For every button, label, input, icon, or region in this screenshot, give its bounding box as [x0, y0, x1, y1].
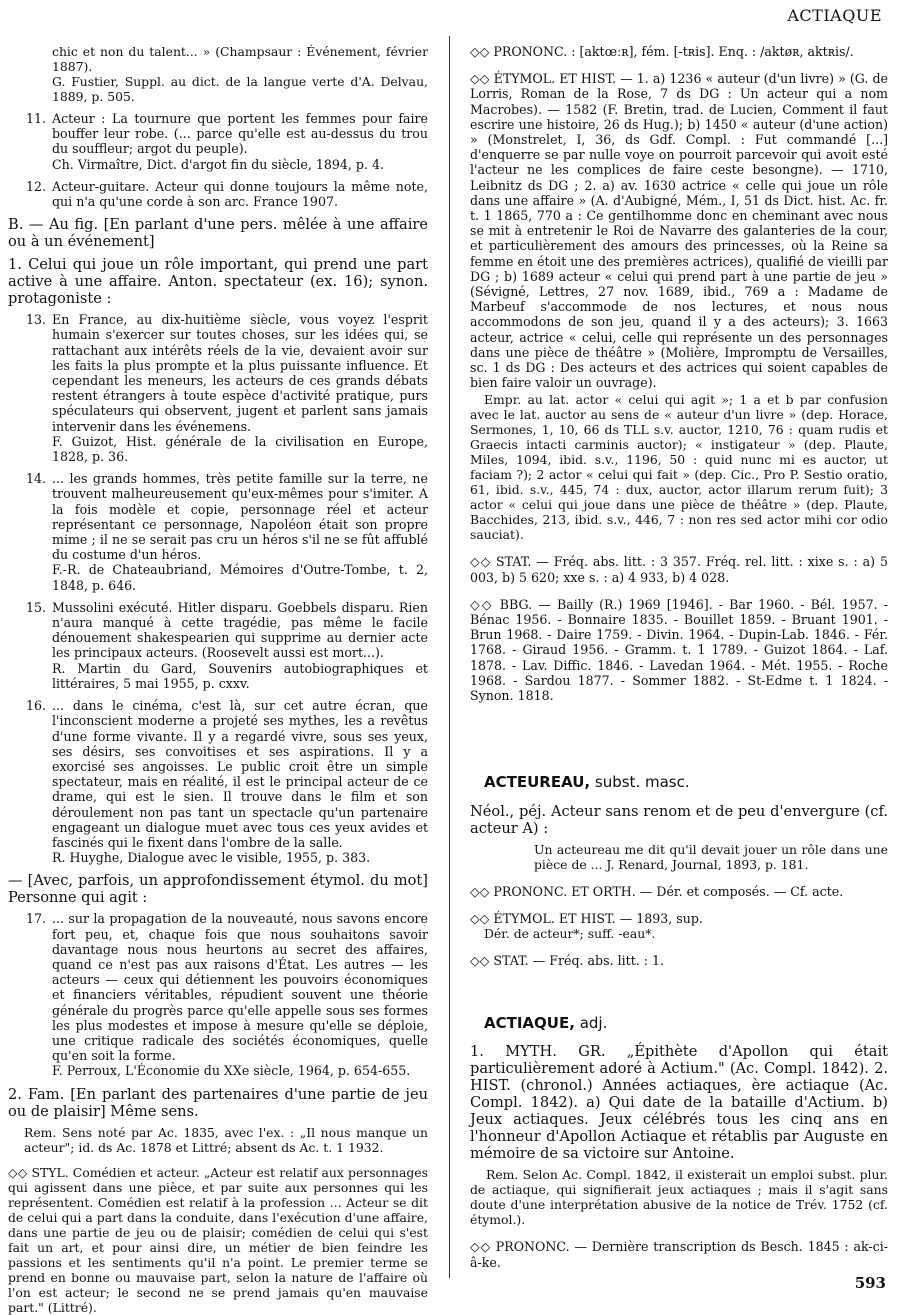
example-source: F. Guizot, Hist. générale de la civilisation en Europe, 1828, p. 36. [52, 433, 428, 465]
example-number: 13. [25, 312, 46, 328]
acteureau-statistics: ◇◇ STAT. — Fréq. abs. litt. : 1. [470, 952, 665, 968]
part-of-speech: subst. masc. [590, 773, 690, 792]
example-text: Acteur-guitare. Acteur qui donne toujours la même note, qui n'a qu'une corde à son arc. France 1907. [52, 178, 428, 210]
example-14 [8, 471, 428, 593]
example-16 [8, 698, 428, 865]
example-source: Ch. Virmaître, Dict. d'argot fin du siècle, 1894, p. 4. [52, 156, 385, 172]
example-source: F. Perroux, L'Économie du XXe siècle, 1964, p. 654-655. [52, 1063, 411, 1079]
bibliography: ◇◇ BBG. — Bailly (R.) 1969 [1946]. - Bar 1960. - Bél. 1957. - Bénac 1956. - Bonnaire 1835. - Bouillet 1859. - Bruant 1901. - Brun 1968. - Daire 1759. - Divin. 1964. - Dupin-Lab. 1846. - Fér. 1768. - Giraud 1956. - Gramm. t. 1 1789. - Guizot 1864. - Laf. 1878. - Lav. Diffic. 1846. - Lavedan 1964. - Mét. 1955. - Roche 1968. - Sardou 1877. - Sommer 1882. - St-Edme t. 1 1824. - Synon. 1818. [470, 596, 888, 704]
running-head: ACTIAQUE [787, 6, 882, 25]
example-number: 14. [25, 471, 46, 487]
remark: Rem. Sens noté par Ac. 1835, avec l'ex. : „Il nous manque un acteur"; id. ds Ac. 1878 et Littré; absent ds Ac. t. 1 1932. [24, 1124, 428, 1155]
example-text: Mussolini exécuté. Hitler disparu. Goebbels disparu. Rien n'aura manqué à cette tragédie, pas même le facile dénouement shakespearien qui supprime au dernier acte les principaux acteurs. (Roosevelt aussi est mort...). [52, 599, 428, 661]
statistics: ◇◇ STAT. — Fréq. abs. litt. : 3 357. Fréq. rel. litt. : xixe s. : a) 5 003, b) 5 620; xxe s. : a) 4 933, b) 4 028. [470, 554, 888, 585]
acteureau-pronunciation: ◇◇ PRONONC. ET ORTH. — Dér. et composés. — Cf. acte. [470, 883, 844, 899]
example-text: ... sur la propagation de la nouveauté, nous savons encore fort peu, et, chaque fois que nous souhaitons savoir davantage nous nous heurtons au secret des affaires, quand ce n'est pas aux raisons d'État. Les autres — les acteurs — ceux qui détiennent les pouvoirs économiques et financiers véritables, répudient souvent une théorie générale du progrès parce qu'elle appelle sous ses formes les plus modestes et impose à mesure qu'elle se déploie, une critique radicale des sociétés économiques, quelle qu'en soit la forme. [52, 911, 428, 1064]
etymology-loan: Empr. au lat. actor « celui qui agit »; 1 a et b par confusion avec le lat. auctor au sens de « auteur d'un livre » (dep. Horace, Sermones, 1, 10, 66 ds TLL s.v. auctor, 1210, 76 : quam rudis et Graecis intacti carminis auctor); « instigateur » (dep. Plaute, Miles, 1094, ibid. s.v., 1196, 50 : quid nunc mi es auctor, ut faciam ?); 2 actor « celui qui fait » (dep. Cic., Pro P. Sestio oratio, 61, ibid. s.v., 445, 74 : dux, auctor, actor illarum rerum fuit); 3 actor « celui qui joue dans une pièce de théâtre » (dep. Plaute, Bacchides, 213, ibid. s.v., 446, 7 : non res sed actor mihi cor odio sauciat). [470, 392, 888, 543]
headword: ACTIAQUE, [484, 1014, 575, 1033]
example-number: 16. [25, 698, 46, 714]
acteureau-etymology: ◇◇ ÉTYMOL. ET HIST. — 1893, sup. [470, 910, 703, 926]
acteureau-example: Un acteureau me dit qu'il devait jouer un rôle dans une pièce de ... J. Renard, Journal, 1893, p. 181. [534, 841, 888, 872]
example-source: R. Huyghe, Dialogue avec le visible, 1955, p. 383. [52, 850, 371, 866]
example-number: 15. [25, 599, 46, 615]
example-17 [8, 911, 428, 1078]
actiaque-remark: Rem. Selon Ac. Compl. 1842, il existerait un emploi subst. plur. de actiaque, qui signifierait jeux actiaques ; mais il s'agit sans doute d'une interprétation abusive de la notice de Trév. 1752 (cf. étymol.). [470, 1167, 888, 1228]
example-source: R. Martin du Gard, Souvenirs autobiographiques et littéraires, 5 mai 1955, p. cxxv. [52, 660, 428, 691]
example-15 [8, 600, 428, 691]
actiaque-pronunciation: ◇◇ PRONONC. — Dernière transcription ds Besch. 1845 : ak-ci-â-ke. [470, 1239, 888, 1270]
example-number: 11. [25, 111, 46, 126]
example-13 [8, 312, 428, 464]
acteureau-definition: Néol., péj. Acteur sans renom et de peu d'envergure (cf. acteur A) : [470, 802, 888, 837]
stylistic-note: ◇◇ STYL. Comédien et acteur. „Acteur est relatif aux personnages qui agissent dans une pièce, et par suite aux personnes qui les représentent. Comédien est relatif à la profession ... Acteur se dit de celui qui a part dans la conduite, dans l'exécution d'une affaire, dans une partie de jeu ou de plaisir; comédien de celui qui s'est fait un art, et pour ainsi dire, un métier de bien feindre les passions et les sentiments qu'il n'a point. Le premier terme se prend en bonne ou mauvaise part, selon la nature de l'affaire où l'on est acteur; le second ne se prend jamais qu'en mauvaise part." (Littré). [8, 1164, 428, 1315]
left-column [8, 44, 428, 1315]
example-11 [8, 111, 428, 172]
entry-heading-acteureau [484, 775, 888, 790]
definition-2: 2. Fam. [En parlant des partenaires d'une partie de jeu ou de plaisir] Même sens. [8, 1085, 428, 1120]
example-text: En France, au dix-huitième siècle, vous voyez l'esprit humain s'exercer sur toutes choses, sur les idées qui, se rattachant aux intérêts réels de la vie, devaient avoir sur les faits la plus prompte et la plus puissante influence. Et cependant les meneurs, les acteurs de ces grands débats restent étrangers à toute espèce d'activité pratique, purs spéculateurs qui observent, jugent et parlent sans jamais intervenir dans les événemens. [52, 312, 428, 434]
example-continued: chic et non du talent... » (Champsaur : Événement, février 1887). [52, 44, 428, 74]
entry-heading-actiaque [484, 1016, 888, 1031]
actiaque-definition: 1. MYTH. GR. „Épithète d'Apollon qui était particulièrement adoré à Actium." (Ac. Compl. 1842). 2. HIST. (chronol.) Années actiaques, ère actiaque (Ac. Compl. 1842). a) Qui date de la bataille d'Actium. b) Jeux actiaques. Jeux célébrés tous les cinq ans en l'honneur d'Apollon Actiaque et rétablis par Auguste en mémoire de sa victoire sur Antoine. [470, 1043, 888, 1163]
example-text: Acteur : La tournure que portent les femmes pour faire bouffer leur robe. (... parce qu'elle est au-dessus du trou du souffleur; argot du peuple). [52, 111, 428, 157]
page-number: 593 [854, 1274, 886, 1292]
right-column [470, 44, 888, 1282]
pronunciation: ◇◇ PRONONC. : [aktœːʀ], fém. [-tʀis]. Enq. : /aktøʀ, aktʀis/. [470, 44, 854, 59]
example-number: 17. [25, 911, 46, 927]
column-divider [449, 36, 450, 1278]
example-12 [8, 179, 428, 209]
example-source: F.-R. de Chateaubriand, Mémoires d'Outre-Tombe, t. 2, 1848, p. 646. [52, 562, 428, 593]
etymology: ◇◇ ÉTYMOL. ET HIST. — 1. a) 1236 « auteur (d'un livre) » (G. de Lorris, Roman de la Rose, 7 ds DG : Un acteur qui a nom Macrobes). — 1582 (F. Bretin, trad. de Lucien, Comment il faut escrire une histoire, 26 ds Hug.); b) 1450 « auteur (d'une action) » (Monstrelet, I, 36, ds Gdf. Compl. : Fut commandé [...] d'enquerre se par nulle voye on pourroit parcevoir qui avoit esté l'acteur ne les complices de faire ceste besongne). — 1710, Leibnitz ds DG ; 2. a) av. 1630 actrice « celle qui joue un rôle dans une affaire » (A. d'Aubigné, Mém., I, 51 ds Dict. hist. Ac. fr. t. 1 1865, 770 a : Ce gentilhomme donc en cheminant avec nous se mit à entretenir le Roi de Navarre des galanteries de la cour, et particulièrement des amours des princesses, où la Reine sa femme en étoit une des premières actrices), qualifié de vieilli par DG ; b) 1689 acteur « celui qui prend part à une partie de jeu » (Sévigné, Lettres, 27 nov. 1689, ibid., 769 a : Madame de Marbeuf s'accommode de nos lectures, et nous nous accommodons de son jeu, quand il y a des acteurs); 3. 1663 acteur, actrice « celui, celle qui représente un des personnages dans une pièce de théâtre » (Molière, Impromptu de Versailles, sc. 1 ds DG : Des acteurs et des actrices qui soient capables de bien faire valoir un ouvrage). [470, 71, 888, 391]
definition-dash: — [Avec, parfois, un approfondissement étymol. du mot] Personne qui agit : [8, 872, 428, 907]
example-text: ... dans le cinéma, c'est là, sur cet autre écran, que l'inconscient moderne a projeté ses mythes, les a revêtus d'une forme vivante. Il y a regardé vivre, sous ses yeux, ses désirs, ses convoitises et ses aspirations. Il y a exorcisé ses angoisses. Le public croit être un simple spectateur, mais en réalité, il est le principal acteur de ce drame, qui est le sien. Il trouve dans le film et son déroulement non pas tant un spectacle qu'un partenaire engageant un dialogue muet avec tous ces yeux avides et fascinés qui le fixent dans l'ombre de la salle. [52, 698, 428, 850]
section-b-heading: B. — Au fig. [En parlant d'une pers. mêlée à une affaire ou à un événement] [8, 216, 428, 251]
example-text: ... les grands hommes, très petite famille sur la terre, ne trouvent malheureusement qu'eux-mêmes pour s'imiter. A la fois modèle et copie, personnage réel et acteur représentant ce personnage, Napoléon était son propre mime ; il ne se serait pas cru un héros s'il ne se fût affublé du costume d'un héros. [52, 471, 428, 563]
example-source: G. Fustier, Suppl. au dict. de la langue verte d'A. Delvau, 1889, p. 505. [52, 74, 428, 104]
example-number: 12. [25, 178, 46, 194]
headword: ACTEUREAU, [484, 773, 591, 792]
acteureau-derivation: Dér. de acteur*; suff. -eau*. [484, 925, 656, 941]
part-of-speech: adj. [574, 1014, 608, 1033]
definition-1: 1. Celui qui joue un rôle important, qui prend une part active à une affaire. Anton. spectateur (ex. 16); synon. protagoniste : [8, 256, 428, 308]
